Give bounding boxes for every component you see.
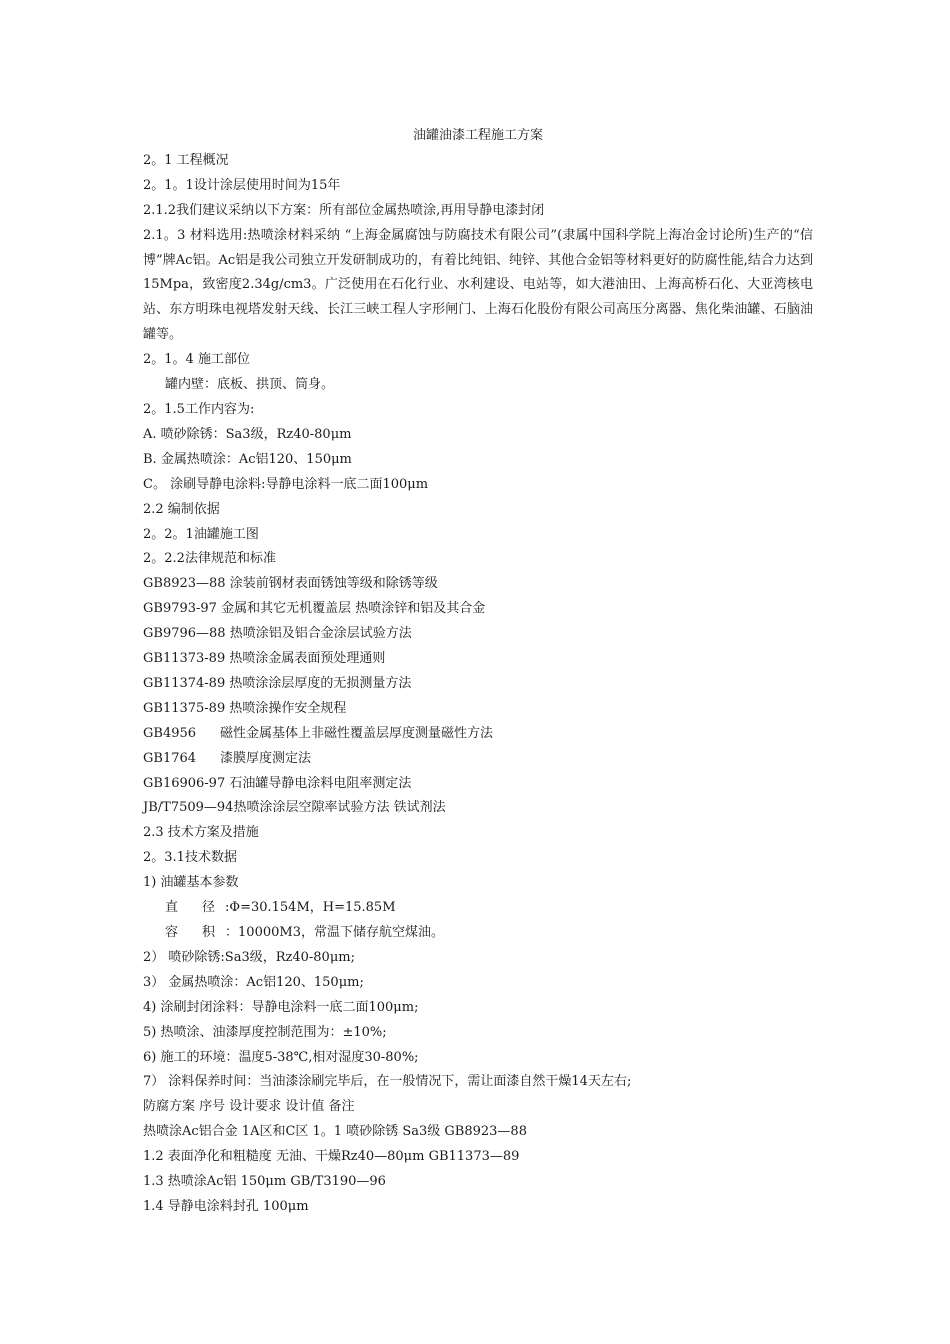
- table-line: 1.4 导静电涂料封孔 100μm: [143, 1198, 309, 1214]
- paragraph: 2。1。1设计涂层使用时间为15年: [143, 177, 341, 193]
- standard-code: GB1764: [143, 750, 197, 766]
- list-item: 1) 油罐基本参数: [143, 875, 239, 891]
- table-line: 防腐方案 序号 设计要求 设计值 备注: [143, 1099, 355, 1115]
- list-item: B. 金属热喷涂：Ac铝120、150μm: [143, 451, 352, 467]
- paragraph: 2。2。1油罐施工图: [143, 526, 259, 542]
- list-item: 2） 喷砂除锈:Sa3级，Rz40-80μm;: [143, 949, 355, 965]
- param-volume: 容 积 ：10000M3，常温下储存航空煤油。: [165, 925, 444, 940]
- table-line: 1.2 表面净化和粗糙度 无油、干燥Rz40—80μm GB11373—89: [143, 1149, 520, 1165]
- list-item: 6) 施工的环境：温度5-38℃,相对湿度30-80%;: [143, 1049, 419, 1065]
- section-heading-basis: 2.2 编制依据: [143, 501, 220, 517]
- paragraph: 2。2.2法律规范和标准: [143, 551, 276, 567]
- list-item: 4) 涂刷封闭涂料：导静电涂料一底二面100μm;: [143, 999, 419, 1015]
- standard-item: GB8923—88 涂装前钢材表面锈蚀等级和除锈等级: [143, 576, 438, 592]
- document-title: 油罐油漆工程施工方案: [412, 128, 543, 143]
- table-line: 热喷涂Ac铝合金 1A区和C区 1。1 喷砂除锈 Sa3级 GB8923—88: [143, 1124, 527, 1140]
- table-line: 1.3 热喷涂Ac铝 150μm GB/T3190—96: [143, 1174, 386, 1190]
- standard-text: 漆膜厚度测定法: [220, 750, 312, 766]
- standard-item: GB16906-97 石油罐导静电涂料电阻率测定法: [143, 775, 412, 791]
- paragraph: 2.1.2我们建议采纳以下方案：所有部位金属热喷涂,再用导静电漆封闭: [143, 202, 545, 218]
- standard-code: GB4956: [143, 725, 197, 741]
- list-item: C。 涂刷导静电涂料:导静电涂料一底二面100μm: [143, 476, 429, 492]
- standard-item: [143, 747, 813, 772]
- list-item: A. 喷砂除锈：Sa3级，Rz40-80μm: [143, 426, 352, 442]
- list-item: 7） 涂料保养时间：当油漆涂刷完毕后，在一般情况下，需让面漆自然干燥14天左右;: [143, 1074, 632, 1090]
- paragraph: 2。1.5工作内容为:: [143, 401, 255, 417]
- section-heading-tech: 2.3 技术方案及措施: [143, 825, 259, 841]
- paragraph: 2。1。4 施工部位: [143, 352, 250, 368]
- standard-item: GB9793-97 金属和其它无机覆盖层 热喷涂锌和铝及其合金: [143, 601, 486, 617]
- standard-item: [143, 722, 813, 747]
- standard-item: GB9796—88 热喷涂铝及铝合金涂层试验方法: [143, 626, 412, 642]
- paragraph: 2。3.1技术数据: [143, 850, 237, 866]
- standard-item: GB11374-89 热喷涂涂层厚度的无损测量方法: [143, 675, 412, 691]
- standard-item: GB11375-89 热喷涂操作安全规程: [143, 700, 347, 716]
- paragraph-detail: 罐内壁：底板、拱顶、筒身。: [165, 377, 335, 393]
- list-item: 5) 热喷涂、油漆厚度控制范围为：±10%;: [143, 1024, 387, 1040]
- standard-item: GB11373-89 热喷涂金属表面预处理通则: [143, 651, 386, 667]
- standard-text: 磁性金属基体上非磁性覆盖层厚度测量磁性方法: [220, 725, 494, 741]
- paragraph-materials: 2.1。3 材料选用:热喷涂材料采纳 “上海金属腐蚀与防腐技术有限公司”(隶属中国科学院上海冶金讨论所)生产的“信博”牌Ac铝。Ac铝是我公司独立开发研制成功的，有着比纯铝、纯锌、其他合金铝等材料更好的防腐性能,结合力达到15Mpa，致密度2.34g/cm3。广泛使用在石化行业、水利建设、电站等，如大港油田、上海高桥石化、大亚湾核电站、东方明珠电视塔发射天线、长江三峡工程人字形闸门、上海石化股份有限公司高压分离器、焦化柴油罐、石脑油罐等。: [143, 227, 813, 343]
- section-heading-overview: 2。1 工程概况: [143, 152, 229, 168]
- document-body: [143, 124, 813, 1220]
- standard-item: JB/T7509—94热喷涂涂层空隙率试验方法 铁试剂法: [143, 800, 446, 816]
- list-item: 3） 金属热喷涂：Ac铝120、150μm;: [143, 974, 364, 990]
- param-diameter: 直 径 :Φ=30.154M，H=15.85M: [165, 900, 396, 916]
